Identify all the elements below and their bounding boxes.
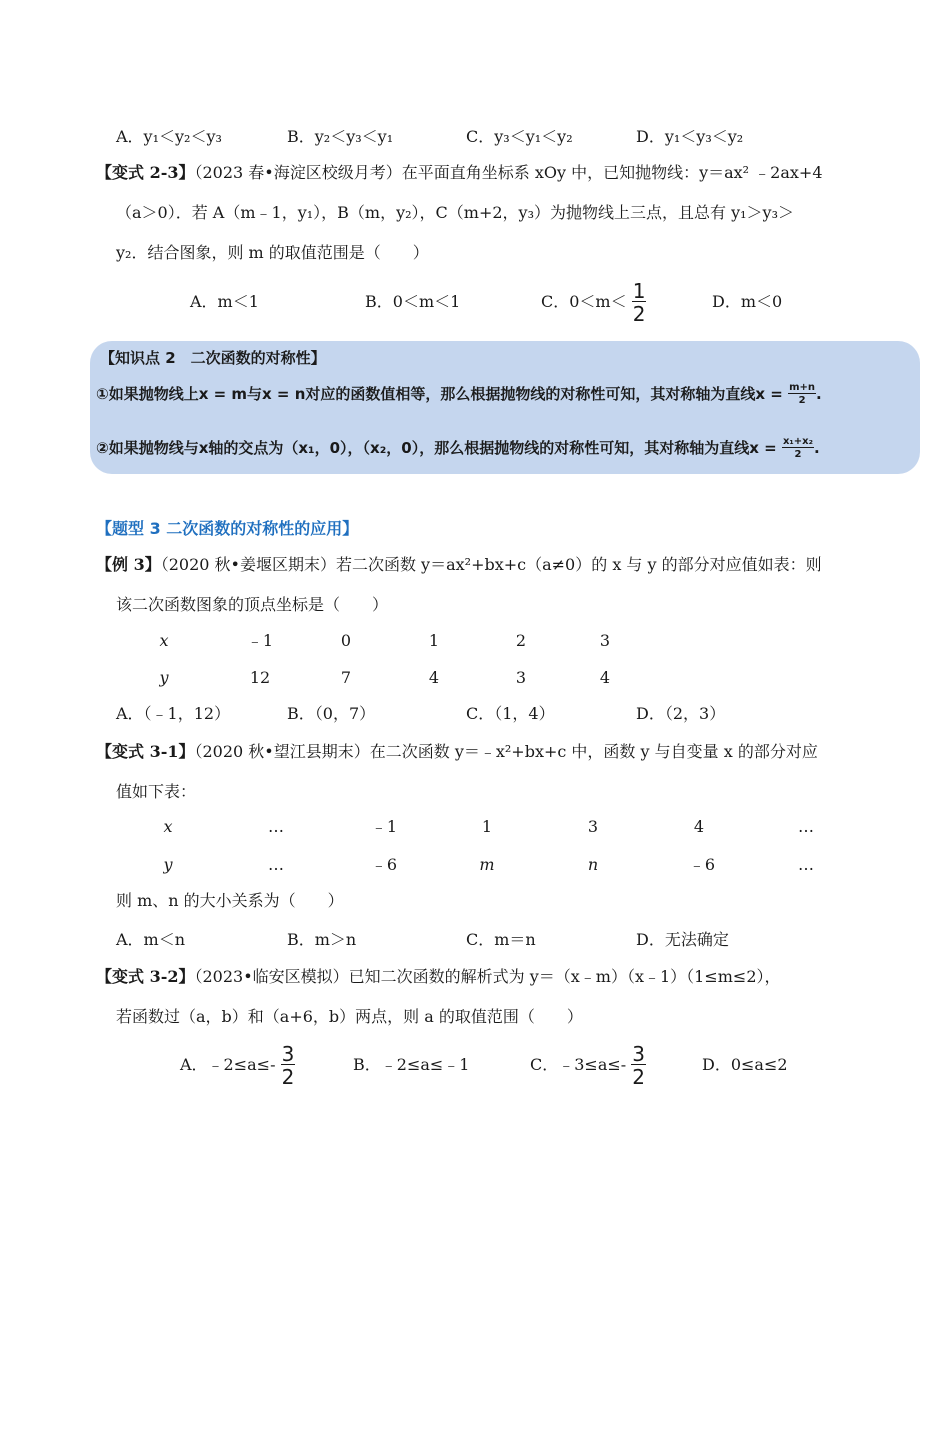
option-c: C．m＝n — [466, 930, 536, 949]
fraction-denominator: 2 — [798, 395, 806, 406]
table-cell: ﹣1 — [246, 631, 274, 650]
table-cell: n — [587, 855, 599, 874]
option-a: A．y₁＜y₂＜y₃ — [116, 127, 222, 146]
question-v23-line1 — [96, 162, 823, 184]
option-a — [180, 1044, 295, 1087]
table-cell: 4 — [693, 817, 705, 836]
table-cell: 12 — [249, 668, 271, 687]
option-d: D．（2，3） — [636, 704, 726, 723]
fraction-numerator: 3 — [632, 1042, 646, 1066]
knowledge-point-1-text: ①如果抛物线上x = m与x = n对应的函数值相等，那么根据抛物线的对称性可知，其对称轴为直线x = — [96, 385, 783, 403]
question-v32-line2: 若函数过（a，b）和（a+6，b）两点，则 a 的取值范围（ ） — [116, 1007, 583, 1026]
option-c — [541, 281, 646, 324]
question-text: （2023 春•海淀区校级月考）在平面直角坐标系 xOy 中，已知抛物线：y＝ax² ﹣2ax+4 — [194, 163, 823, 182]
table-cell: … — [268, 817, 284, 836]
fraction-denominator: 2 — [281, 1065, 295, 1089]
option-b: B．y₂＜y₃＜y₁ — [287, 127, 394, 146]
fraction — [782, 437, 814, 460]
question-tag: 【例 3】 — [96, 555, 161, 574]
fraction-numerator: 3 — [281, 1042, 295, 1066]
option-d: D．0≤a≤2 — [702, 1055, 788, 1074]
table-cell: m — [479, 855, 495, 874]
table-cell: 1 — [481, 817, 493, 836]
table-header-x: x — [163, 817, 173, 836]
table-cell: 0 — [340, 631, 352, 650]
option-a: A．m＜n — [116, 930, 186, 949]
knowledge-point-2 — [96, 437, 820, 460]
knowledge-point-1 — [96, 383, 822, 406]
knowledge-box — [90, 341, 920, 474]
table-cell: … — [268, 855, 284, 874]
option-a: A．（﹣1，12） — [116, 704, 231, 723]
table-cell: ﹣1 — [370, 817, 398, 836]
section-heading: 【题型 3 二次函数的对称性的应用】 — [96, 519, 359, 538]
table-header-y: y — [163, 855, 173, 874]
fraction — [632, 281, 647, 324]
option-a: A．m＜1 — [190, 292, 259, 311]
fraction — [281, 1044, 296, 1087]
table-cell: 1 — [428, 631, 440, 650]
period: . — [814, 439, 820, 457]
question-v23-line3: y₂．结合图象，则 m 的取值范围是（ ） — [116, 243, 429, 262]
table-cell: 3 — [599, 631, 611, 650]
table-cell: ﹣6 — [688, 855, 716, 874]
option-d: D．无法确定 — [636, 930, 729, 949]
option-c-text: C．﹣3≤a≤- — [530, 1055, 627, 1074]
option-b: B．0＜m＜1 — [365, 292, 461, 311]
knowledge-point-2-text: ②如果抛物线与x轴的交点为（x₁，0），（x₂，0），那么根据抛物线的对称性可知，其对称轴为直线x = — [96, 439, 777, 457]
option-a-text: A．﹣2≤a≤- — [180, 1055, 276, 1074]
question-ex3-line2: 该二次函数图象的顶点坐标是（ ） — [116, 595, 389, 614]
question-ex3-line1 — [96, 554, 822, 576]
table-cell: 2 — [515, 631, 527, 650]
fraction-denominator: 2 — [632, 1065, 646, 1089]
fraction — [631, 1044, 646, 1087]
option-b: B．﹣2≤a≤﹣1 — [353, 1055, 470, 1074]
question-text: （2023•临安区模拟）已知二次函数的解析式为 y＝（x﹣m）（x﹣1）（1≤m≤2）， — [194, 967, 781, 986]
question-tag: 【变式 2-3】 — [96, 163, 195, 182]
table-header-y: y — [159, 668, 169, 687]
option-c: C．（1，4） — [466, 704, 555, 723]
table-cell: 3 — [587, 817, 599, 836]
table-cell: 4 — [599, 668, 611, 687]
fraction-numerator: 1 — [632, 279, 646, 303]
option-c: C．y₃＜y₁＜y₂ — [466, 127, 573, 146]
period: . — [816, 385, 822, 403]
fraction — [788, 383, 816, 406]
question-v31-line1 — [96, 741, 818, 763]
fraction-denominator: 2 — [794, 449, 802, 460]
question-text: （2020 秋•姜堰区期末）若二次函数 y＝ax²+bx+c（a≠0）的 x 与 y 的部分对应值如表：则 — [160, 555, 822, 574]
option-b: B．（0，7） — [287, 704, 376, 723]
table-cell: … — [798, 855, 814, 874]
option-b: B．m＞n — [287, 930, 357, 949]
option-d: D．y₁＜y₃＜y₂ — [636, 127, 744, 146]
question-text: （2020 秋•望江县期末）在二次函数 y＝﹣x²+bx+c 中，函数 y 与自变量 x 的部分对应 — [194, 742, 818, 761]
table-cell: … — [798, 817, 814, 836]
table-cell: ﹣6 — [370, 855, 398, 874]
question-tag: 【变式 3-1】 — [96, 742, 195, 761]
question-v32-line1 — [96, 966, 781, 988]
knowledge-title: 【知识点 2 二次函数的对称性】 — [100, 349, 326, 367]
fraction-numerator: m+n — [789, 382, 816, 393]
option-c-text: C．0＜m＜ — [541, 292, 627, 311]
fraction-denominator: 2 — [632, 302, 646, 326]
table-cell: 4 — [428, 668, 440, 687]
option-d: D．m＜0 — [712, 292, 783, 311]
question-tag: 【变式 3-2】 — [96, 967, 195, 986]
option-c — [530, 1044, 646, 1087]
table-header-x: x — [159, 631, 169, 650]
question-v31-line2: 值如下表： — [116, 782, 197, 801]
table-cell: 3 — [515, 668, 527, 687]
question-v23-line2: （a＞0）．若 A（m﹣1，y₁），B（m，y₂），C（m+2，y₃）为抛物线上三点，且总有 y₁＞y₃＞ — [116, 203, 794, 222]
table-cell: 7 — [340, 668, 352, 687]
fraction-numerator: x₁+x₂ — [782, 436, 813, 447]
question-v31-line3: 则 m、n 的大小关系为（ ） — [116, 891, 344, 910]
